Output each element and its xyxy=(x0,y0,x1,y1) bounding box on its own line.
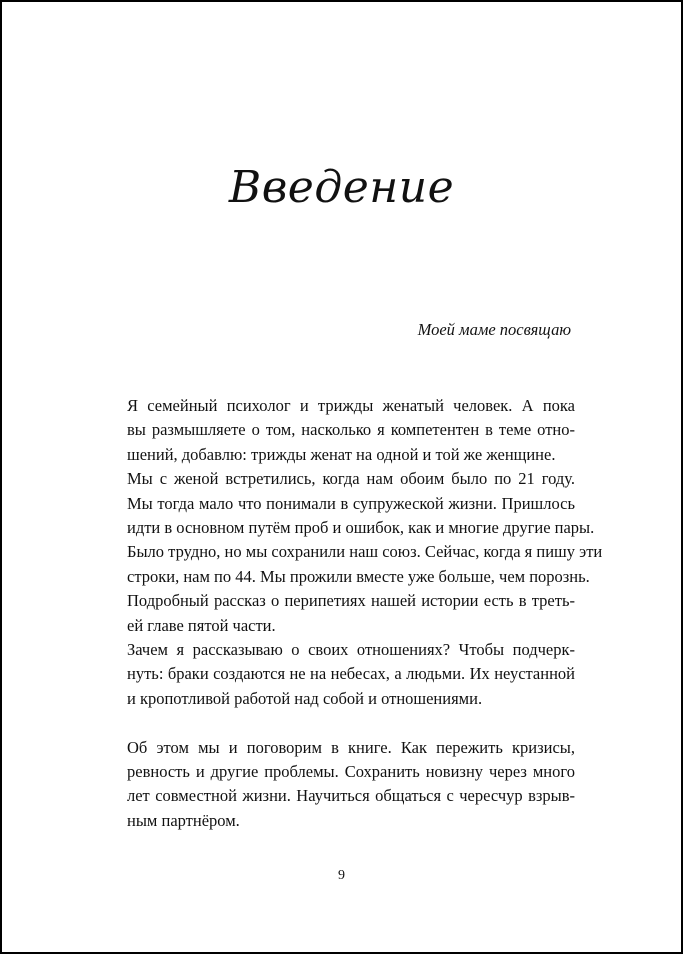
page-number: 9 xyxy=(338,868,345,883)
text-line: Мы с женой встретились, когда нам обоим было по 21 году. xyxy=(127,469,575,489)
text-line: и кропотливой работой над собой и отношениями. xyxy=(127,688,483,708)
text-line: ревность и другие проблемы. Сохранить новизну через много xyxy=(127,762,575,782)
paragraph-3 xyxy=(105,589,575,638)
text-line: Мы тогда мало что понимали в супружеской жизни. Пришлось xyxy=(127,493,575,513)
dedication: Моей маме посвящаю xyxy=(417,320,571,339)
text-line: нуть: браки создаются не на небесах, а людьми. Их неустанной xyxy=(127,664,575,684)
text-line: Подробный рассказ о перипетиях нашей истории есть в треть- xyxy=(127,591,575,611)
text-line: Было трудно, но мы сохранили наш союз. Сейчас, когда я пишу эти xyxy=(127,542,603,562)
text-line: шений, добавлю: трижды женат на одной и той же женщине. xyxy=(127,444,556,464)
paragraph-1 xyxy=(105,394,575,467)
text-line: идти в основном путём проб и ошибок, как и многие другие пары. xyxy=(127,518,595,538)
paragraph-gap xyxy=(105,711,575,735)
text-line: Зачем я рассказываю о своих отношениях? Чтобы подчерк- xyxy=(127,640,575,660)
text-line: вы размышляете о том, насколько я компетентен в теме отно- xyxy=(127,420,575,440)
text-line: Об этом мы и поговорим в книге. Как пережить кризисы, xyxy=(127,737,575,757)
chapter-title: Введение xyxy=(228,162,455,213)
text-line: ным партнёром. xyxy=(127,810,240,830)
text-line: ей главе пятой части. xyxy=(127,615,276,635)
text-line: Я семейный психолог и трижды женатый человек. А пока xyxy=(127,396,575,415)
text-line: строки, нам по 44. Мы прожили вместе уже больше, чем порознь. xyxy=(127,566,590,586)
paragraph-2 xyxy=(105,467,603,589)
body-text xyxy=(105,394,603,833)
text-line: лет совместной жизни. Научиться общаться с чересчур взрыв- xyxy=(127,786,575,806)
paragraph-5 xyxy=(105,736,575,834)
paragraph-4 xyxy=(105,638,575,711)
